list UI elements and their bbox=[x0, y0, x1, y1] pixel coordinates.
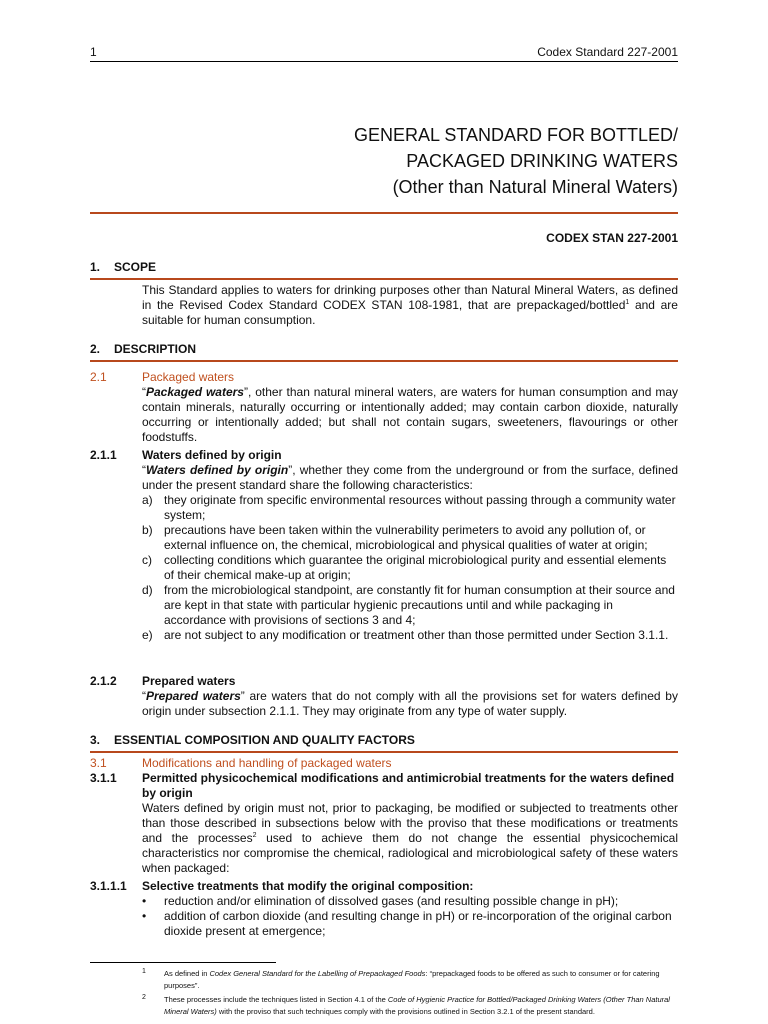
subsection-3-1-1-1-number: 3.1.1.1 bbox=[90, 879, 127, 893]
definition-text: ”, whether they come from the underground or from the surface, defined under the present standard share the following characteristics: bbox=[142, 463, 678, 492]
list-marker: e) bbox=[142, 628, 153, 642]
title-divider bbox=[90, 212, 678, 214]
section-title: ESSENTIAL COMPOSITION AND QUALITY FACTORS bbox=[114, 733, 415, 747]
list-item bbox=[142, 493, 678, 523]
standard-code: CODEX STAN 227-2001 bbox=[546, 231, 678, 245]
subsection-3-1-1-1-title: Selective treatments that modify the original composition: bbox=[142, 879, 474, 893]
footnote-text: : “prepackaged foods to be offered as such to consumer or for catering purposes”. bbox=[164, 969, 660, 990]
title-line-3: (Other than Natural Mineral Waters) bbox=[392, 177, 678, 197]
defined-term: Prepared waters bbox=[146, 689, 241, 703]
list-item bbox=[142, 583, 678, 628]
subsection-2-1-2-title: Prepared waters bbox=[142, 674, 236, 688]
defined-term: Waters defined by origin bbox=[146, 463, 289, 477]
bullet-marker: • bbox=[142, 909, 147, 923]
list-marker: c) bbox=[142, 553, 152, 567]
footnote-text: As defined in bbox=[164, 969, 210, 978]
title-line-2: PACKAGED DRINKING WATERS bbox=[406, 151, 678, 171]
footnote-title-italic: Code of Hygienic Practice for Bottled/Packaged Drinking Waters (Other Than Natural Mineral Waters) bbox=[164, 995, 670, 1016]
document-title bbox=[90, 122, 678, 200]
subsection-2-1-2-number: 2.1.2 bbox=[90, 674, 117, 688]
subsection-2-1-title: Packaged waters bbox=[142, 370, 235, 384]
footnote-title-italic: Codex General Standard for the Labelling of Prepackaged Foods bbox=[209, 969, 426, 978]
quote-mark: “ bbox=[142, 689, 146, 703]
footnote-2: 2 These processes include the techniques listed in Section 4.1 of the Code of Hygienic Practice for Bottled/Packaged Drinking Waters (Other Than Natural Mineral Waters) with the proviso that such techniques comply with the provisions outlined in Section 3.2.1 of the present standard. bbox=[142, 994, 670, 1016]
subsection-3-1-1-title: Permitted physicochemical modifications and antimicrobial treatments for the waters defined by origin bbox=[142, 771, 675, 800]
packaged-waters-paragraph bbox=[142, 385, 678, 445]
list-item bbox=[142, 909, 678, 939]
title-line-1: GENERAL STANDARD FOR BOTTLED/ bbox=[353, 125, 678, 145]
subsection-3-1-number: 3.1 bbox=[90, 756, 107, 770]
list-item-text: reduction and/or elimination of dissolved gases (and resulting possible change in pH); bbox=[164, 894, 619, 908]
origin-waters-paragraph bbox=[142, 463, 678, 493]
section-3-heading bbox=[90, 733, 678, 747]
list-marker: b) bbox=[142, 523, 153, 537]
definition-text: ”, other than natural mineral waters, are waters for human consumption and may contain minerals, naturally occurring or intentionally added; may contain carbon dioxide, naturally occurring or intentionally added; but shall not contain sugars, sweeteners, flavourings or other foodstuffs. bbox=[142, 385, 678, 444]
footnotes bbox=[142, 968, 678, 1020]
list-item-text: addition of carbon dioxide (and resulting change in pH) or re-incorporation of the original carbon dioxide present at emergence; bbox=[164, 909, 672, 938]
footnote-text: These processes include the techniques listed in Section 4.1 of the bbox=[164, 995, 388, 1004]
running-header bbox=[90, 45, 678, 62]
section-number: 1. bbox=[90, 260, 101, 274]
quote-mark: “ bbox=[142, 385, 146, 399]
modifications-paragraph bbox=[142, 801, 678, 876]
list-item bbox=[142, 628, 678, 643]
section-number: 3. bbox=[90, 733, 101, 747]
subsection-3-1-title: Modifications and handling of packaged waters bbox=[142, 756, 392, 770]
quote-mark: “ bbox=[142, 463, 146, 477]
list-marker: a) bbox=[142, 493, 153, 507]
footnote-ref-2: 2 bbox=[252, 832, 257, 839]
selective-treatments-list bbox=[142, 894, 678, 939]
section-2-heading bbox=[90, 342, 678, 356]
modifications-text-a: Waters defined by origin must not, prior to packaging, be modified or subjected to treatments other than those described in subsections below with the proviso that these modifications or treatments and the processes bbox=[142, 801, 678, 845]
defined-term: Packaged waters bbox=[146, 385, 244, 399]
footnote-separator bbox=[90, 962, 276, 963]
list-item-text: they originate from specific environmental resources without passing through a community water system; bbox=[164, 493, 676, 522]
section-number: 2. bbox=[90, 342, 101, 356]
list-item-text: are not subject to any modification or treatment other than those permitted under Section 3.1.1. bbox=[164, 628, 669, 642]
section-title: DESCRIPTION bbox=[114, 342, 197, 356]
footnote-ref-1: 1 bbox=[625, 299, 630, 306]
list-item-text: from the microbiological standpoint, are constantly fit for human consumption at their source and are kept in that state with particular hygienic precautions until and while packaging in accordance with provisions of sections 3 and 4; bbox=[164, 583, 675, 627]
list-item bbox=[142, 894, 678, 909]
section-2-divider bbox=[90, 360, 678, 362]
bullet-marker: • bbox=[142, 894, 147, 908]
list-item bbox=[142, 523, 678, 553]
section-title: SCOPE bbox=[114, 260, 157, 274]
scope-paragraph bbox=[142, 283, 678, 328]
page-number: 1 bbox=[90, 45, 97, 59]
section-1-divider bbox=[90, 278, 678, 280]
origin-characteristics-list bbox=[142, 493, 678, 643]
definition-text: ” are waters that do not comply with all the provisions set for waters defined by origin under subsection 2.1.1. They may originate from any type of water supply. bbox=[142, 689, 678, 718]
subsection-2-1-number: 2.1 bbox=[90, 370, 107, 384]
header-standard-ref: Codex Standard 227-2001 bbox=[537, 45, 678, 59]
list-item-text: precautions have been taken within the vulnerability perimeters to avoid any pollution of, or external influence on, the chemical, microbiological and physical qualities of water at origin; bbox=[164, 523, 648, 552]
list-item bbox=[142, 553, 678, 583]
list-item-text: collecting conditions which guarantee the original microbiological purity and essential elements of their chemical make-up at origin; bbox=[164, 553, 667, 582]
subsection-3-1-1-number: 3.1.1 bbox=[90, 771, 117, 785]
footnote-1: 1 As defined in Codex General Standard for the Labelling of Prepackaged Foods: “prepackaged foods to be offered as such to consumer or for catering purposes”. bbox=[142, 968, 660, 990]
list-marker: d) bbox=[142, 583, 153, 597]
subsection-2-1-1-number: 2.1.1 bbox=[90, 448, 117, 462]
prepared-waters-paragraph bbox=[142, 689, 678, 719]
subsection-2-1-1-title: Waters defined by origin bbox=[142, 448, 282, 462]
footnote-text: with the proviso that such techniques comply with the provisions outlined in Section 3.2.1 of the present standard. bbox=[216, 1007, 595, 1016]
scope-text-a: This Standard applies to waters for drinking purposes other than Natural Mineral Waters, as defined in the Revised Codex Standard CODEX STAN 108-1981, that are prepackaged/bottled bbox=[142, 283, 678, 312]
section-1-heading bbox=[90, 260, 678, 274]
modifications-text-b: used to achieve them do not change the essential physicochemical characteristics nor compromise the chemical, radiological and microbiological safety of these waters when packaged: bbox=[142, 831, 679, 875]
section-3-divider bbox=[90, 751, 678, 753]
scope-text-b: and are suitable for human consumption. bbox=[142, 298, 678, 327]
